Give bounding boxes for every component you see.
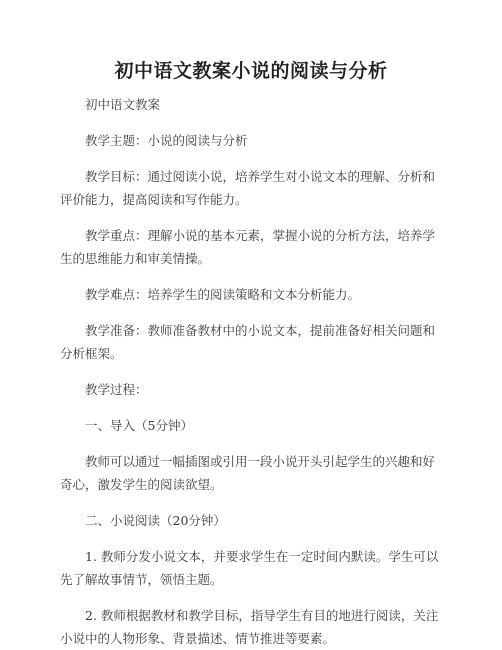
document-body xyxy=(60,93,442,650)
paragraph-teaching-process: 教学过程： xyxy=(85,382,148,397)
list-item-step-1: 1. 教师分发小说文本，并要求学生在一定时间内默读。学生可以先了解故事情节，领悟主题。 xyxy=(60,549,439,587)
paragraph-teaching-difficulty: 教学难点：培养学生的阅读策略和文本分析能力。 xyxy=(85,287,361,302)
section-heading-introduction: 一、导入（5分钟） xyxy=(85,418,193,433)
paragraph-teaching-preparation: 教学准备：教师准备教材中的小说文本，提前准备好相关问题和分析框架。 xyxy=(60,323,436,361)
paragraph-teaching-theme: 教学主题：小说的阅读与分析 xyxy=(85,133,248,148)
section-heading-novel-reading: 二、小说阅读（20分钟） xyxy=(85,513,226,528)
document-title: 初中语文教案小说的阅读与分析 xyxy=(114,60,388,82)
paragraph-introduction: 教师可以通过一幅插图或引用一段小说开头引起学生的兴趣和好奇心，激发学生的阅读欲望。 xyxy=(60,454,436,492)
paragraph-teaching-goal: 教学目标：通过阅读小说，培养学生对小说文本的理解、分析和评价能力，提高阅读和写作能力。 xyxy=(60,169,436,207)
list-item-step-2: 2. 教师根据教材和教学目标，指导学生有目的地进行阅读，关注小说中的人物形象、背景描述、情节推进等要素。 xyxy=(60,608,439,646)
paragraph-teaching-focus: 教学重点：理解小说的基本元素，掌握小说的分析方法，培养学生的思维能力和审美情操。 xyxy=(60,228,436,266)
paragraph-subject: 初中语文教案 xyxy=(85,97,161,112)
